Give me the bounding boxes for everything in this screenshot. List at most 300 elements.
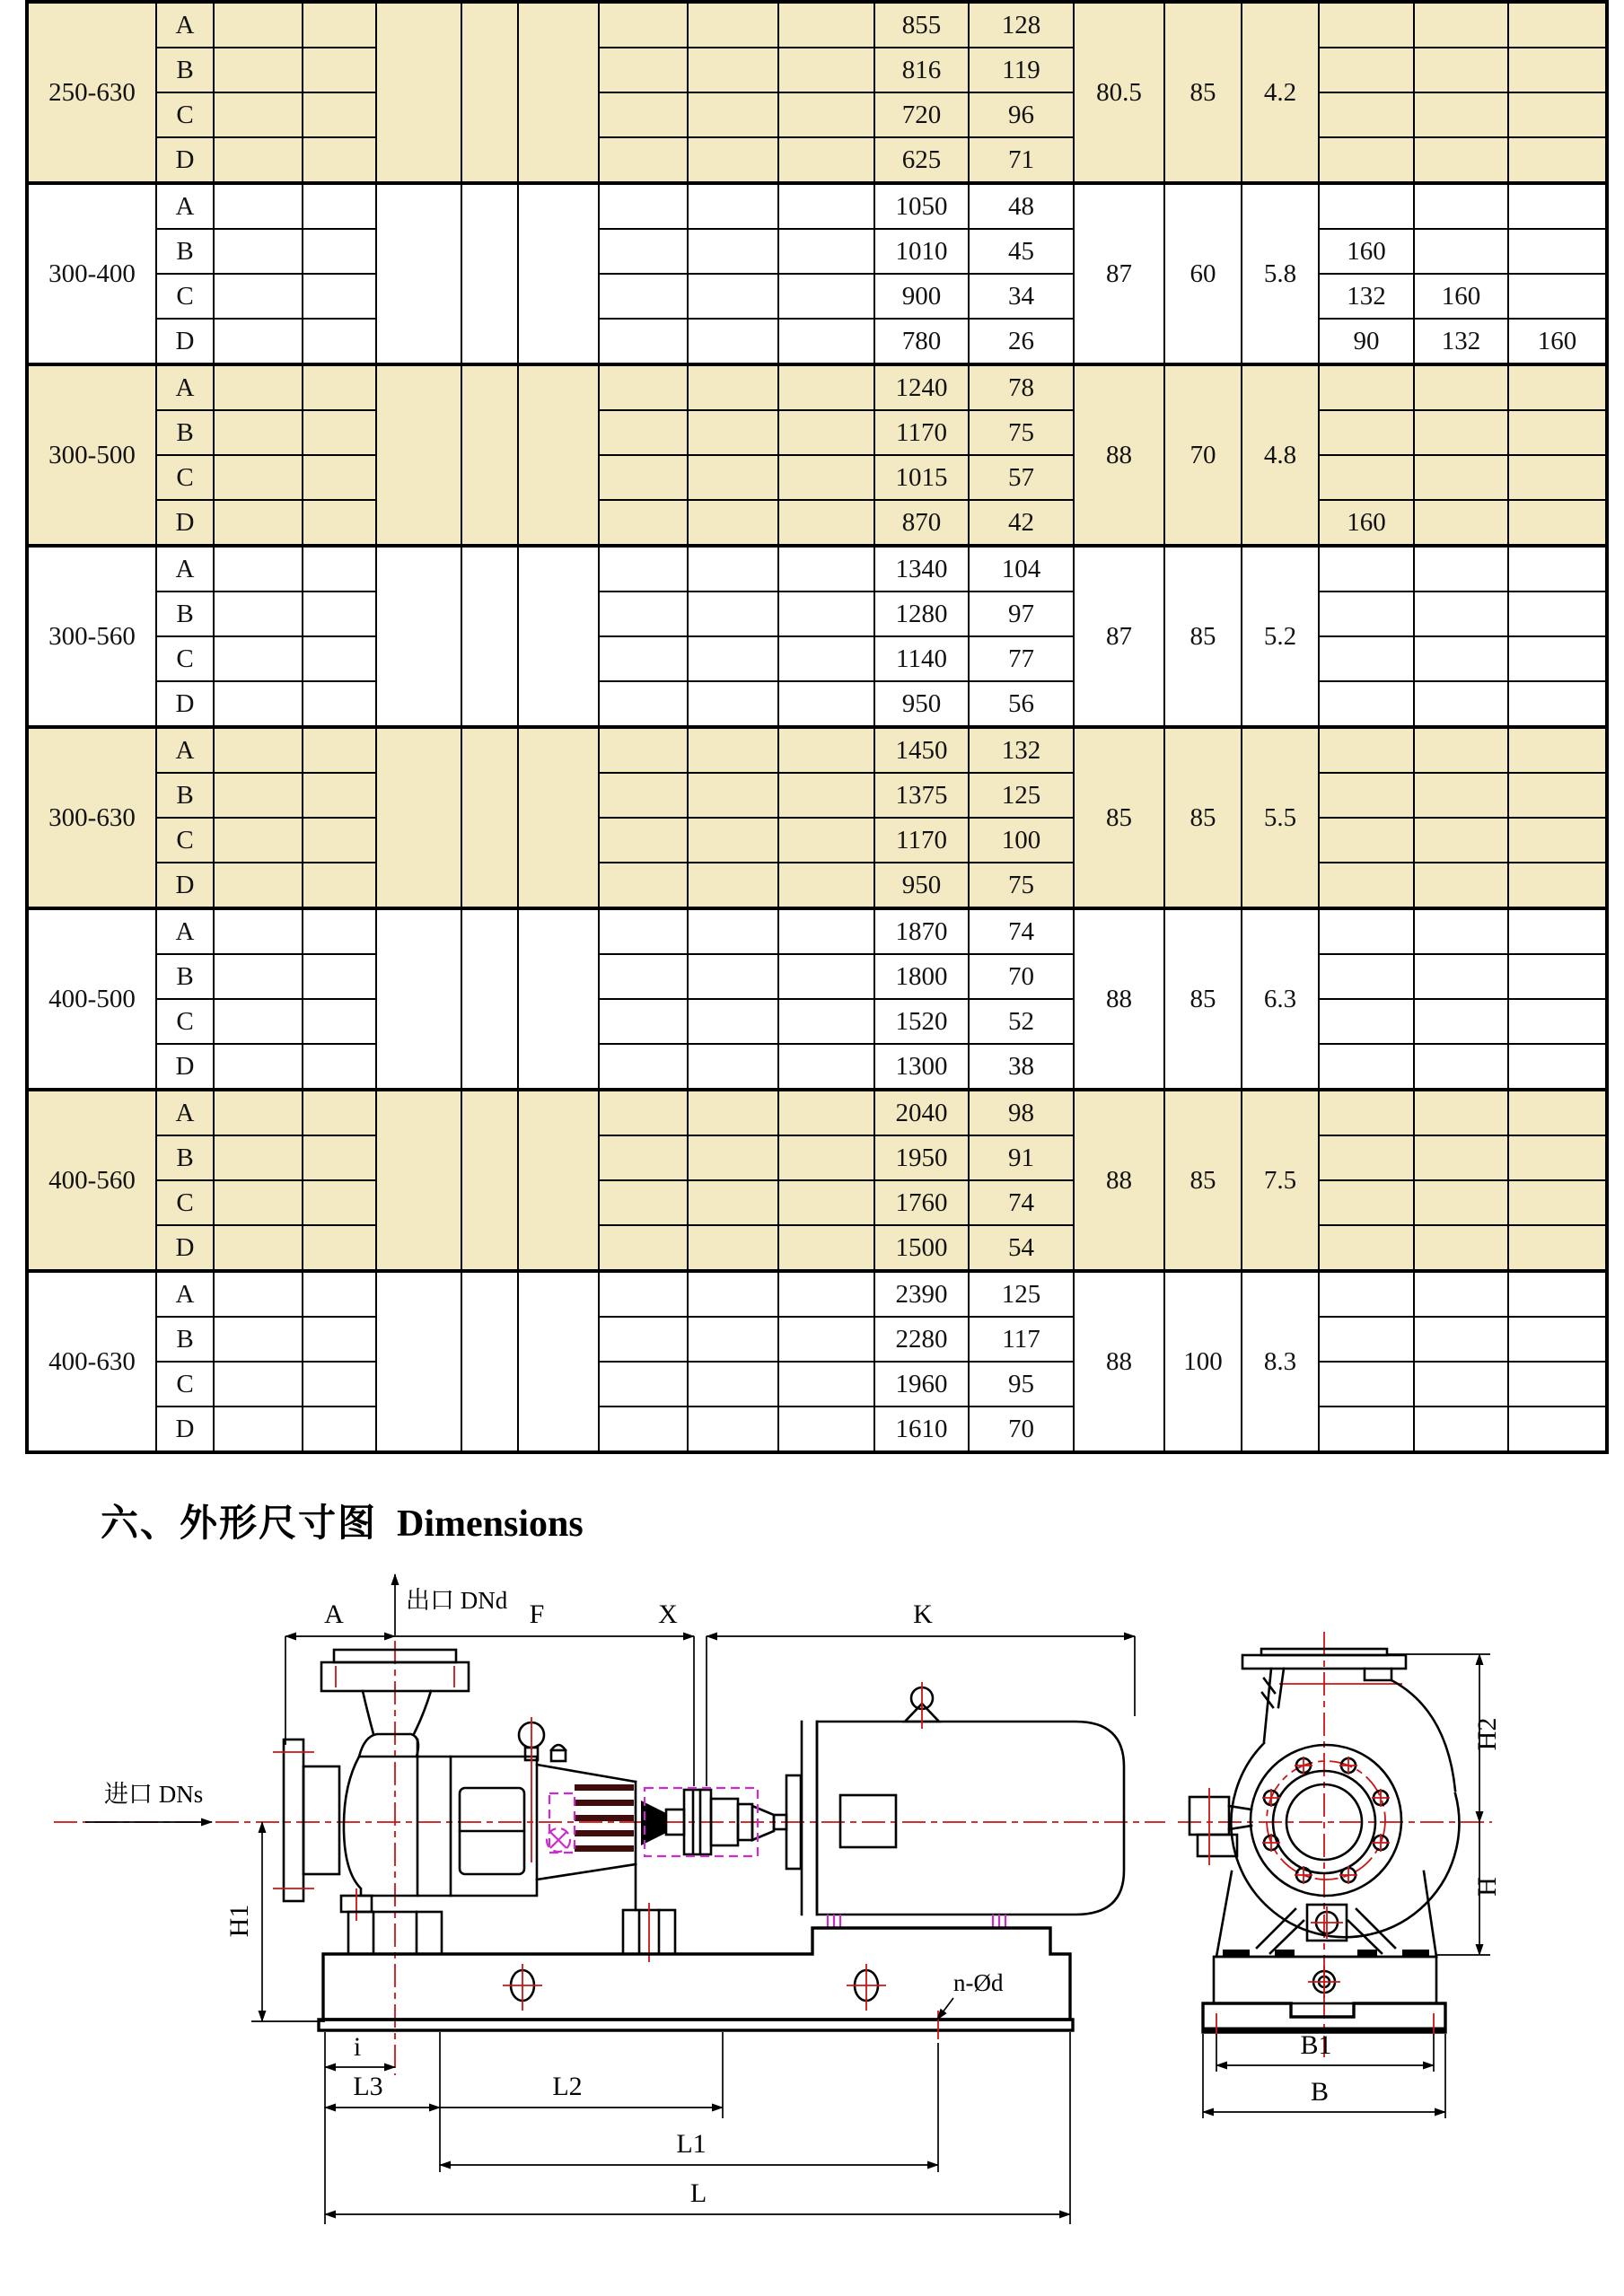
cell-motor: 160 xyxy=(1508,319,1607,364)
cell-empty-merged xyxy=(518,183,599,364)
cell-motor xyxy=(1508,1362,1607,1407)
cell-empty xyxy=(688,546,778,592)
cell-flow: 1500 xyxy=(874,1225,969,1271)
cell-empty xyxy=(303,773,376,818)
cell-model: 250-630 xyxy=(27,2,156,183)
cell-empty xyxy=(303,229,376,274)
cell-merged-value: 88 xyxy=(1074,1271,1164,1452)
cell-head: 100 xyxy=(969,818,1074,863)
cell-empty xyxy=(303,274,376,319)
cell-motor: 160 xyxy=(1414,274,1508,319)
cell-empty xyxy=(599,954,688,999)
table-row xyxy=(27,636,1607,681)
cell-motor xyxy=(1414,229,1508,274)
cell-empty xyxy=(778,1090,874,1135)
cell-letter: D xyxy=(156,1225,214,1271)
cell-empty xyxy=(778,137,874,183)
cell-flow: 2390 xyxy=(874,1271,969,1317)
cell-empty xyxy=(214,908,303,954)
cell-letter: B xyxy=(156,773,214,818)
cell-empty xyxy=(778,1135,874,1180)
cell-empty xyxy=(778,636,874,681)
cell-empty xyxy=(599,1225,688,1271)
cell-letter: B xyxy=(156,48,214,92)
cell-flow: 1010 xyxy=(874,229,969,274)
cell-empty xyxy=(778,410,874,455)
cell-merged-value: 88 xyxy=(1074,908,1164,1090)
cell-empty xyxy=(303,863,376,908)
cell-motor xyxy=(1508,183,1607,229)
cell-motor xyxy=(1414,1317,1508,1362)
cell-empty xyxy=(214,818,303,863)
cell-motor xyxy=(1508,999,1607,1044)
cell-merged-value: 8.3 xyxy=(1242,1271,1319,1452)
cell-empty xyxy=(688,1135,778,1180)
cell-flow: 1240 xyxy=(874,364,969,410)
cell-motor xyxy=(1414,681,1508,727)
cell-motor xyxy=(1319,48,1414,92)
table-row xyxy=(27,1362,1607,1407)
cell-head: 48 xyxy=(969,183,1074,229)
cell-empty xyxy=(778,319,874,364)
cell-empty xyxy=(778,48,874,92)
cell-empty xyxy=(599,727,688,773)
cell-model: 400-630 xyxy=(27,1271,156,1452)
cell-flow: 1760 xyxy=(874,1180,969,1225)
cell-empty-merged xyxy=(518,2,599,183)
dim-L2: L2 xyxy=(552,2072,583,2101)
cell-empty xyxy=(599,92,688,137)
flange-bolt-holes xyxy=(1262,1757,1390,1884)
cell-motor: 160 xyxy=(1319,229,1414,274)
cell-model: 300-500 xyxy=(27,364,156,546)
cell-letter: D xyxy=(156,1407,214,1452)
cell-empty xyxy=(214,319,303,364)
cell-empty-merged xyxy=(461,908,518,1090)
cell-flow: 1610 xyxy=(874,1407,969,1452)
cell-empty xyxy=(214,500,303,546)
cell-motor xyxy=(1319,1317,1414,1362)
cell-motor xyxy=(1414,546,1508,592)
cell-head: 56 xyxy=(969,681,1074,727)
outlet-label: 出口 DNd xyxy=(406,1587,508,1614)
cell-flow: 950 xyxy=(874,863,969,908)
cell-empty xyxy=(778,229,874,274)
cell-merged-value: 80.5 xyxy=(1074,2,1164,183)
table-row xyxy=(27,137,1607,183)
cell-empty xyxy=(599,908,688,954)
cell-empty xyxy=(599,1180,688,1225)
cell-motor xyxy=(1414,92,1508,137)
cell-head: 98 xyxy=(969,1090,1074,1135)
cell-letter: B xyxy=(156,954,214,999)
cell-empty xyxy=(303,1271,376,1317)
cell-letter: D xyxy=(156,863,214,908)
table-row xyxy=(27,48,1607,92)
cell-empty xyxy=(688,681,778,727)
cell-motor xyxy=(1319,636,1414,681)
cell-empty xyxy=(688,500,778,546)
cell-motor xyxy=(1319,546,1414,592)
cell-motor xyxy=(1319,1362,1414,1407)
cell-empty xyxy=(778,1362,874,1407)
cell-head: 75 xyxy=(969,410,1074,455)
cell-empty xyxy=(778,818,874,863)
cell-empty xyxy=(214,1044,303,1090)
table-row xyxy=(27,681,1607,727)
cell-letter: D xyxy=(156,319,214,364)
cell-empty xyxy=(778,364,874,410)
dim-B1: B1 xyxy=(1300,2030,1332,2060)
cell-empty xyxy=(599,319,688,364)
cell-head: 74 xyxy=(969,1180,1074,1225)
cell-motor xyxy=(1508,727,1607,773)
cell-empty xyxy=(599,863,688,908)
cell-flow: 950 xyxy=(874,681,969,727)
cell-motor: 132 xyxy=(1319,274,1414,319)
inlet-label: 进口 DNs xyxy=(104,1781,204,1808)
section-heading-en: Dimensions xyxy=(397,1503,584,1545)
cell-empty xyxy=(303,1180,376,1225)
bolt-circle xyxy=(1267,1761,1385,1880)
cell-merged-value: 87 xyxy=(1074,183,1164,364)
cell-motor xyxy=(1508,863,1607,908)
cell-empty xyxy=(599,773,688,818)
cell-flow: 1520 xyxy=(874,999,969,1044)
cell-flow: 1140 xyxy=(874,636,969,681)
dim-X: X xyxy=(658,1599,678,1629)
cell-model: 300-560 xyxy=(27,546,156,727)
cell-letter: D xyxy=(156,137,214,183)
cell-empty xyxy=(303,908,376,954)
cell-letter: A xyxy=(156,546,214,592)
cell-empty xyxy=(688,1317,778,1362)
cell-merged-value: 4.8 xyxy=(1242,364,1319,546)
cell-empty xyxy=(214,954,303,999)
cell-letter: C xyxy=(156,274,214,319)
cell-flow: 720 xyxy=(874,92,969,137)
cell-empty xyxy=(303,364,376,410)
cell-motor xyxy=(1508,274,1607,319)
table-row xyxy=(27,1090,1607,1135)
cell-empty xyxy=(303,727,376,773)
dim-H: H xyxy=(1472,1877,1502,1897)
cell-head: 95 xyxy=(969,1362,1074,1407)
cell-empty xyxy=(214,274,303,319)
cell-motor xyxy=(1508,1271,1607,1317)
table-row xyxy=(27,500,1607,546)
dim-H1-group xyxy=(224,1822,325,2021)
cell-motor xyxy=(1319,863,1414,908)
cell-model: 300-630 xyxy=(27,727,156,908)
pump-side-view xyxy=(54,1574,1165,2224)
cell-empty xyxy=(214,364,303,410)
cell-motor xyxy=(1508,592,1607,636)
cell-head: 128 xyxy=(969,2,1074,48)
cell-empty-merged xyxy=(518,727,599,908)
cell-merged-value: 85 xyxy=(1164,1090,1242,1271)
dim-L3: L3 xyxy=(353,2072,383,2101)
cell-empty xyxy=(303,1225,376,1271)
cell-motor xyxy=(1508,92,1607,137)
cell-head: 117 xyxy=(969,1317,1074,1362)
cell-empty xyxy=(778,773,874,818)
cell-letter: A xyxy=(156,1271,214,1317)
cell-motor xyxy=(1508,48,1607,92)
table-row xyxy=(27,410,1607,455)
cell-empty xyxy=(599,410,688,455)
cell-motor xyxy=(1508,1090,1607,1135)
cell-empty xyxy=(214,1225,303,1271)
end-height-dims xyxy=(1387,1654,1502,1955)
cell-motor xyxy=(1508,908,1607,954)
cell-merged-value: 70 xyxy=(1164,364,1242,546)
cell-flow: 1280 xyxy=(874,592,969,636)
cell-merged-value: 87 xyxy=(1074,546,1164,727)
cell-empty xyxy=(303,183,376,229)
bearing-frame xyxy=(537,1765,684,1962)
table-row xyxy=(27,2,1607,48)
cell-motor xyxy=(1319,1044,1414,1090)
cell-motor xyxy=(1414,954,1508,999)
cell-motor xyxy=(1508,681,1607,727)
cell-empty-merged xyxy=(518,364,599,546)
bottom-dimension-chain xyxy=(325,2032,1070,2224)
cell-motor xyxy=(1414,137,1508,183)
cell-head: 45 xyxy=(969,229,1074,274)
cell-empty xyxy=(599,999,688,1044)
cell-empty-merged xyxy=(461,1090,518,1271)
cell-empty xyxy=(688,274,778,319)
cell-empty xyxy=(214,1362,303,1407)
cell-empty xyxy=(303,137,376,183)
cell-motor xyxy=(1319,183,1414,229)
cell-head: 78 xyxy=(969,364,1074,410)
section-heading-zh: 六、外形尺寸图 xyxy=(101,1503,378,1545)
cell-flow: 870 xyxy=(874,500,969,546)
cell-head: 132 xyxy=(969,727,1074,773)
cell-empty xyxy=(778,908,874,954)
table-row xyxy=(27,183,1607,229)
cell-letter: B xyxy=(156,1317,214,1362)
dim-K: K xyxy=(913,1599,933,1629)
cell-empty xyxy=(688,319,778,364)
cell-empty xyxy=(599,500,688,546)
cell-motor xyxy=(1414,2,1508,48)
cell-flow: 1950 xyxy=(874,1135,969,1180)
cell-empty-merged xyxy=(376,183,461,364)
cell-letter: B xyxy=(156,592,214,636)
cell-empty xyxy=(688,92,778,137)
cell-empty xyxy=(688,954,778,999)
cell-empty xyxy=(214,636,303,681)
section-heading xyxy=(101,1494,584,1547)
cell-motor xyxy=(1414,48,1508,92)
table-row xyxy=(27,592,1607,636)
cell-empty xyxy=(214,410,303,455)
foot-marks xyxy=(828,1915,1005,1928)
cell-empty xyxy=(778,1225,874,1271)
cell-flow: 2040 xyxy=(874,1090,969,1135)
cell-head: 75 xyxy=(969,863,1074,908)
cell-empty xyxy=(688,908,778,954)
outlet-flange xyxy=(321,1650,469,1734)
cell-empty xyxy=(303,1044,376,1090)
table-row xyxy=(27,455,1607,500)
cell-motor xyxy=(1319,137,1414,183)
cell-empty xyxy=(599,137,688,183)
cell-empty-merged xyxy=(376,2,461,183)
table-row xyxy=(27,1407,1607,1452)
cell-merged-value: 85 xyxy=(1164,546,1242,727)
cell-empty xyxy=(303,636,376,681)
cell-flow: 1170 xyxy=(874,818,969,863)
table-row xyxy=(27,727,1607,773)
cell-empty xyxy=(599,818,688,863)
cell-empty xyxy=(599,1407,688,1452)
cell-empty xyxy=(599,455,688,500)
cell-motor xyxy=(1319,727,1414,773)
cell-flow: 625 xyxy=(874,137,969,183)
cell-letter: D xyxy=(156,681,214,727)
cell-empty xyxy=(303,1407,376,1452)
cell-flow: 900 xyxy=(874,274,969,319)
cell-motor xyxy=(1508,2,1607,48)
cell-motor xyxy=(1414,1407,1508,1452)
cell-merged-value: 88 xyxy=(1074,364,1164,546)
table-row xyxy=(27,1135,1607,1180)
cell-empty xyxy=(214,773,303,818)
cell-empty xyxy=(599,1271,688,1317)
table-row xyxy=(27,364,1607,410)
cell-empty xyxy=(214,455,303,500)
cell-motor xyxy=(1319,1225,1414,1271)
cell-letter: C xyxy=(156,818,214,863)
cell-empty xyxy=(214,229,303,274)
cell-motor xyxy=(1414,1090,1508,1135)
cell-head: 74 xyxy=(969,908,1074,954)
cell-empty xyxy=(303,319,376,364)
cell-empty xyxy=(303,2,376,48)
cell-head: 97 xyxy=(969,592,1074,636)
cell-empty xyxy=(303,1135,376,1180)
cell-head: 57 xyxy=(969,455,1074,500)
cell-merged-value: 88 xyxy=(1074,1090,1164,1271)
cell-empty xyxy=(214,1180,303,1225)
cell-empty xyxy=(599,183,688,229)
cell-empty xyxy=(688,455,778,500)
table-row xyxy=(27,908,1607,954)
cell-motor xyxy=(1319,1090,1414,1135)
cell-letter: C xyxy=(156,1180,214,1225)
cell-model: 300-400 xyxy=(27,183,156,364)
cell-letter: A xyxy=(156,1090,214,1135)
cell-flow: 1300 xyxy=(874,1044,969,1090)
cell-empty xyxy=(214,1135,303,1180)
cell-empty xyxy=(599,48,688,92)
cell-letter: A xyxy=(156,727,214,773)
cell-empty-merged xyxy=(461,2,518,183)
cell-motor xyxy=(1508,1044,1607,1090)
cell-empty xyxy=(303,592,376,636)
cell-empty-merged xyxy=(376,1271,461,1452)
cell-empty-merged xyxy=(376,1090,461,1271)
cell-empty xyxy=(214,681,303,727)
cell-motor xyxy=(1414,818,1508,863)
cell-motor xyxy=(1414,636,1508,681)
cell-motor xyxy=(1414,863,1508,908)
cell-motor xyxy=(1414,500,1508,546)
dim-L: L xyxy=(689,2178,707,2208)
cell-empty xyxy=(688,229,778,274)
cell-empty-merged xyxy=(518,546,599,727)
cell-empty xyxy=(778,546,874,592)
cell-motor xyxy=(1508,546,1607,592)
cell-motor xyxy=(1508,1180,1607,1225)
cell-empty xyxy=(599,1090,688,1135)
cell-head: 70 xyxy=(969,1407,1074,1452)
cell-empty xyxy=(688,818,778,863)
cell-head: 54 xyxy=(969,1225,1074,1271)
cell-empty xyxy=(599,592,688,636)
cell-empty xyxy=(599,681,688,727)
cell-letter: C xyxy=(156,1362,214,1407)
cell-motor xyxy=(1319,1135,1414,1180)
cell-empty xyxy=(688,592,778,636)
cell-empty-merged xyxy=(376,546,461,727)
cell-empty xyxy=(599,1317,688,1362)
cell-motor xyxy=(1319,681,1414,727)
cell-letter: A xyxy=(156,364,214,410)
cell-flow: 780 xyxy=(874,319,969,364)
cell-empty-merged xyxy=(461,546,518,727)
cell-motor xyxy=(1414,410,1508,455)
cell-empty xyxy=(778,1180,874,1225)
cell-merged-value: 4.2 xyxy=(1242,2,1319,183)
cell-empty xyxy=(688,364,778,410)
cell-empty xyxy=(688,1090,778,1135)
cell-letter: C xyxy=(156,92,214,137)
cell-motor xyxy=(1319,1407,1414,1452)
cell-letter: B xyxy=(156,1135,214,1180)
cell-empty xyxy=(778,954,874,999)
cell-motor xyxy=(1508,364,1607,410)
cell-empty xyxy=(214,863,303,908)
cell-empty xyxy=(214,1271,303,1317)
cell-empty xyxy=(688,636,778,681)
cell-motor xyxy=(1508,455,1607,500)
cell-empty xyxy=(599,364,688,410)
cell-motor: 132 xyxy=(1414,319,1508,364)
table-row xyxy=(27,229,1607,274)
cell-empty xyxy=(778,274,874,319)
table-row xyxy=(27,999,1607,1044)
cell-flow: 816 xyxy=(874,48,969,92)
cell-empty xyxy=(303,546,376,592)
cell-motor xyxy=(1508,1317,1607,1362)
cell-empty xyxy=(214,48,303,92)
cell-motor xyxy=(1414,183,1508,229)
cell-empty xyxy=(214,1317,303,1362)
cell-empty xyxy=(303,1090,376,1135)
cell-empty xyxy=(688,1407,778,1452)
table-row xyxy=(27,1225,1607,1271)
cell-empty xyxy=(688,183,778,229)
dim-L1: L1 xyxy=(676,2129,707,2159)
cell-merged-value: 85 xyxy=(1164,908,1242,1090)
cell-flow: 1450 xyxy=(874,727,969,773)
cell-motor xyxy=(1508,636,1607,681)
